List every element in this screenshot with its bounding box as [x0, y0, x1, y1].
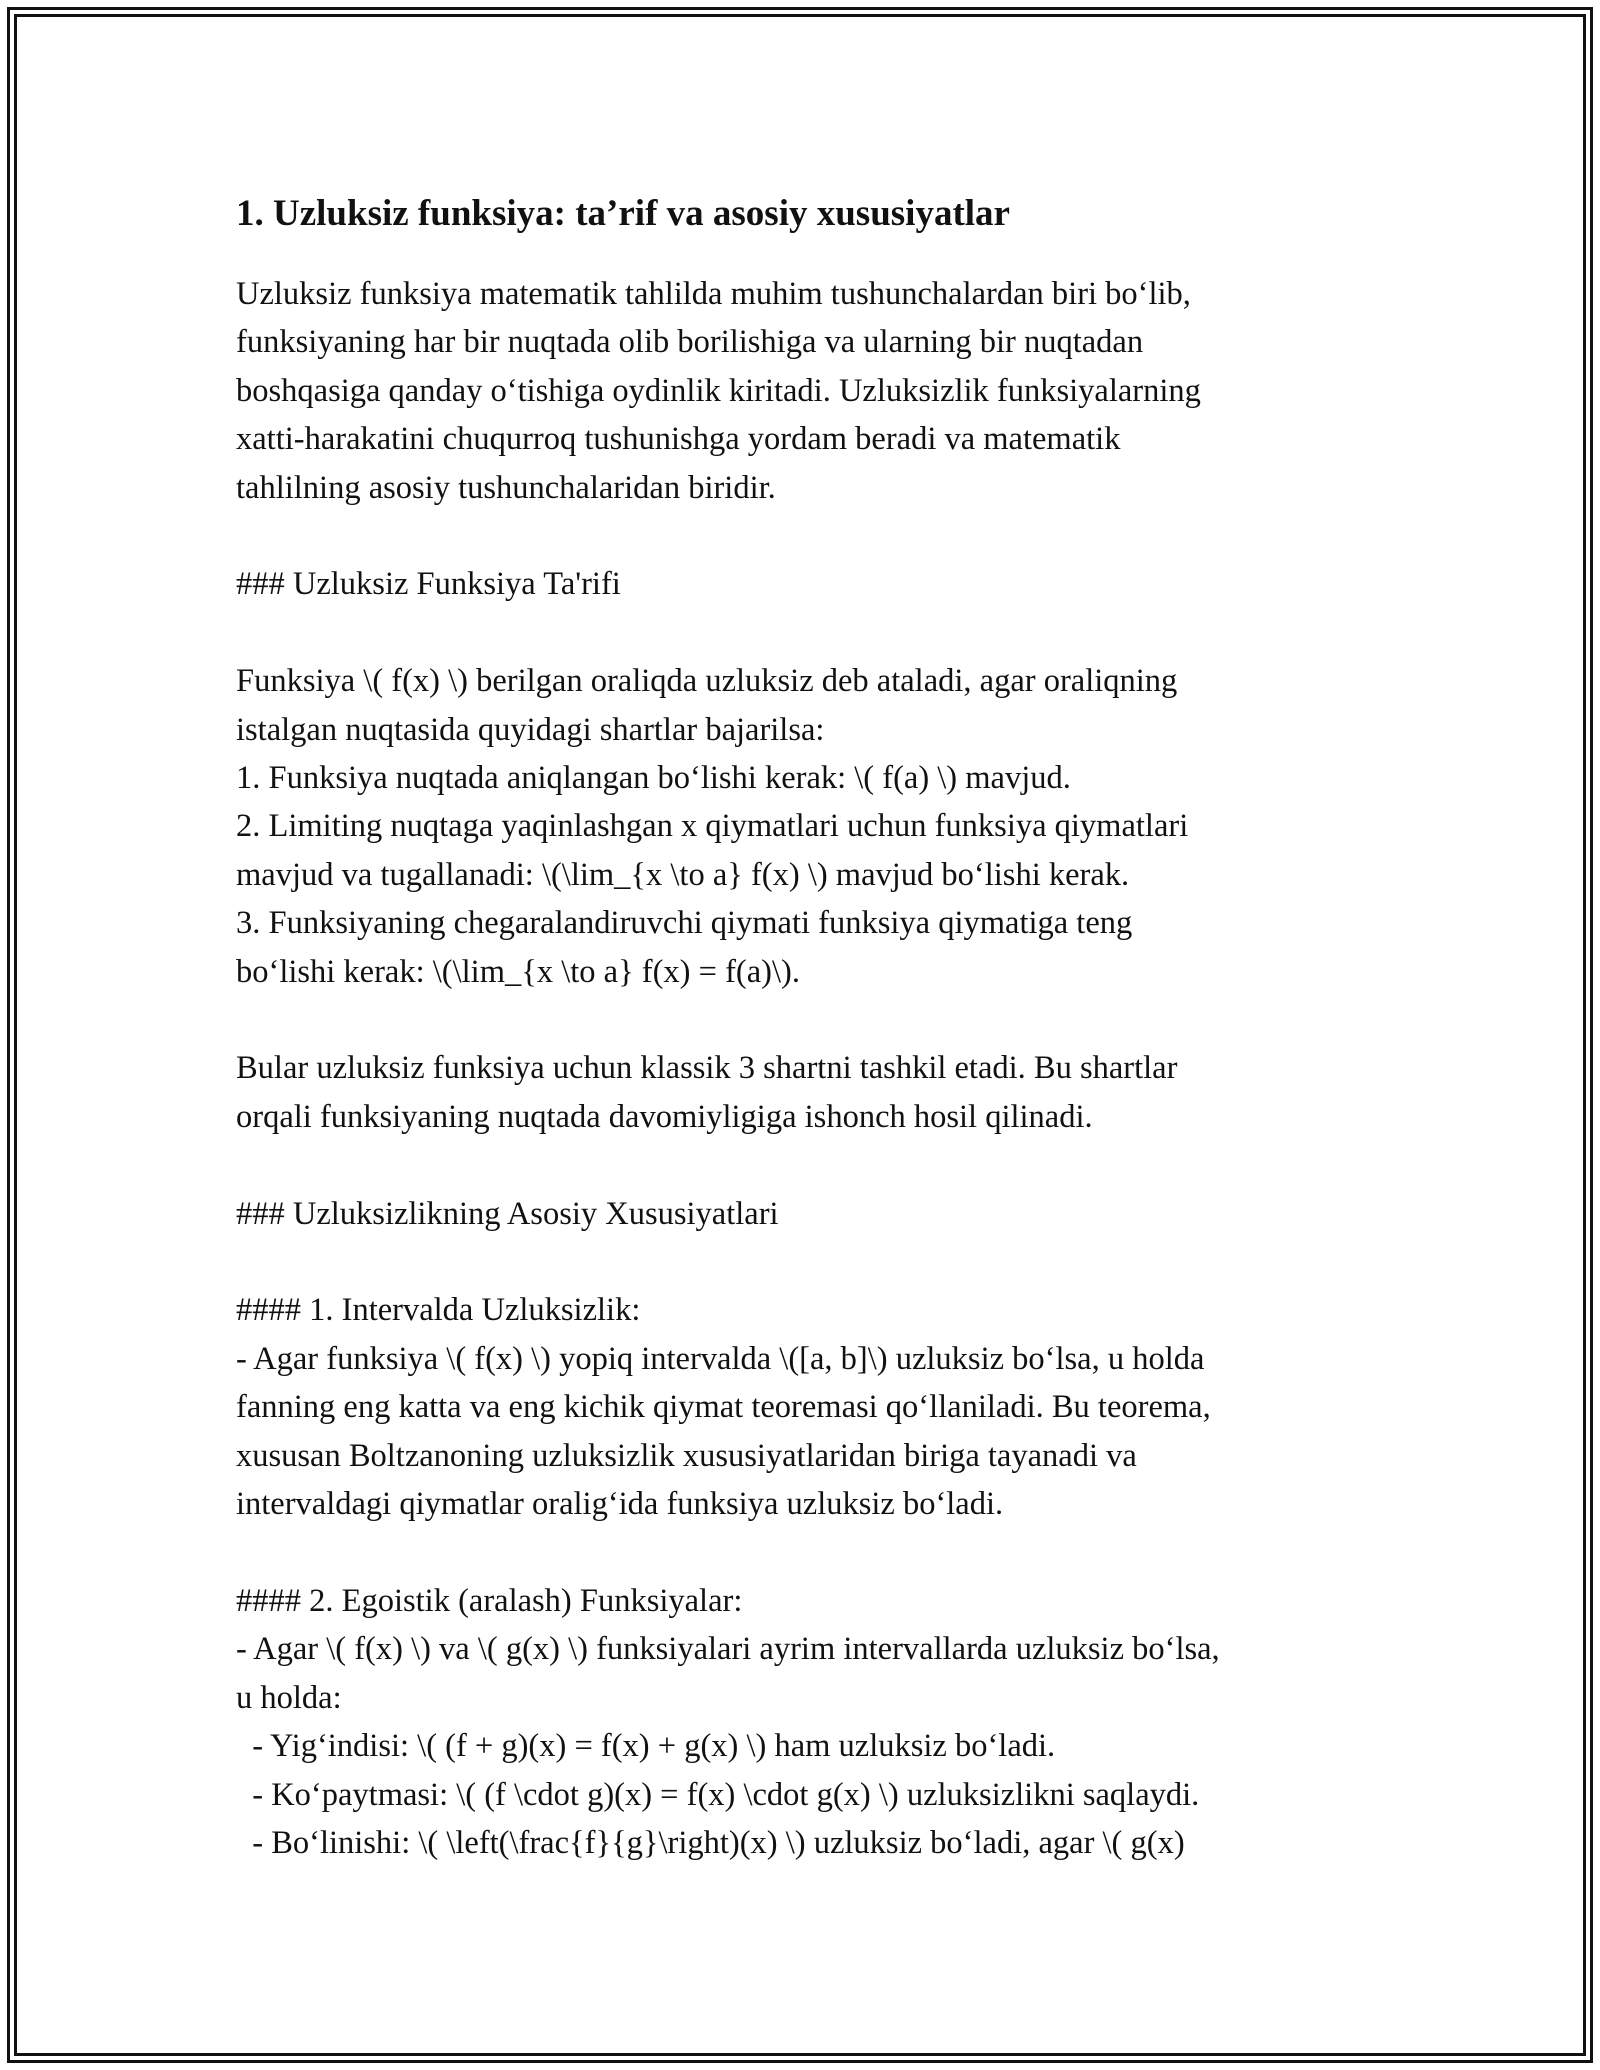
text-line: - Agar funksiya \( f(x) \) yopiq intervalda \([a, b]\) uzluksiz bo‘lsa, u holda [236, 1340, 1205, 1377]
document-title: 1. Uzluksiz funksiya: ta’rif va asosiy xususiyatlar [236, 193, 1010, 234]
text-line: - Agar \( f(x) \) va \( g(x) \) funksiyalari ayrim intervallarda uzluksiz bo‘lsa, [236, 1631, 1220, 1668]
spacer [236, 996, 1366, 1044]
text-line: orqali funksiyaning nuqtada davomiyligiga ishonch hosil qilinadi. [236, 1098, 1093, 1135]
text-line: - Bo‘linishi: \( \left(\frac{f}{g}\right)(x) \) uzluksiz bo‘ladi, agar \( g(x) [236, 1824, 1185, 1861]
text-line: fanning eng katta va eng kichik qiymat teoremasi qo‘llaniladi. Bu teorema, [236, 1389, 1211, 1426]
interval-paragraph [236, 1335, 1366, 1529]
spacer [236, 1238, 1366, 1286]
intro-paragraph [236, 270, 1366, 512]
definition-paragraph [236, 657, 1366, 996]
spacer [236, 512, 1366, 560]
text-line: intervaldagi qiymatlar oralig‘ida funksiya uzluksiz bo‘ladi. [236, 1486, 1004, 1523]
section-heading-definition: ### Uzluksiz Funksiya Ta'rifi [236, 566, 621, 603]
subsection-heading-interval: #### 1. Intervalda Uzluksizlik: [236, 1292, 641, 1329]
section-heading-properties: ### Uzluksizlikning Asosiy Xususiyatlari [236, 1195, 779, 1232]
spacer [236, 1141, 1366, 1189]
text-line: istalgan nuqtasida quyidagi shartlar bajarilsa: [236, 711, 825, 748]
text-line: bo‘lishi kerak: \(\lim_{x \to a} f(x) = f(a)\). [236, 953, 800, 990]
text-line: funksiyaning har bir nuqtada olib borilishiga va ularning bir nuqtadan [236, 324, 1144, 361]
text-line: Uzluksiz funksiya matematik tahlilda muhim tushunchalardan biri bo‘lib, [236, 276, 1191, 312]
document-page [236, 186, 1366, 1867]
text-line: mavjud va tugallanadi: \(\lim_{x \to a} f(x) \) mavjud bo‘lishi kerak. [236, 856, 1130, 893]
text-line: xatti-harakatini chuqurroq tushunishga yordam beradi va matematik [236, 421, 1121, 458]
text-line: - Yig‘indisi: \( (f + g)(x) = f(x) + g(x) \) ham uzluksiz bo‘ladi. [236, 1728, 1056, 1765]
summary-paragraph [236, 1044, 1366, 1141]
composite-paragraph [236, 1625, 1366, 1867]
text-line: 1. Funksiya nuqtada aniqlangan bo‘lishi kerak: \( f(a) \) mavjud. [236, 760, 1071, 797]
subsection-heading-composite: #### 2. Egoistik (aralash) Funksiyalar: [236, 1582, 743, 1619]
text-line: 3. Funksiyaning chegaralandiruvchi qiymati funksiya qiymatiga teng [236, 905, 1133, 942]
text-line: tahlilning asosiy tushunchalaridan biridir. [236, 469, 776, 506]
text-line: xususan Boltzanoning uzluksizlik xususiyatlaridan biriga tayanadi va [236, 1437, 1137, 1474]
text-line: Bular uzluksiz funksiya uchun klassik 3 shartni tashkil etadi. Bu shartlar [236, 1050, 1178, 1087]
text-line: Funksiya \( f(x) \) berilgan oraliqda uzluksiz deb ataladi, agar oraliqning [236, 663, 1178, 700]
text-line: u holda: [236, 1679, 342, 1716]
spacer [236, 1528, 1366, 1576]
spacer [236, 609, 1366, 657]
text-line: - Ko‘paytmasi: \( (f \cdot g)(x) = f(x) \cdot g(x) \) uzluksizlikni saqlaydi. [236, 1776, 1200, 1813]
text-line: 2. Limiting nuqtaga yaqinlashgan x qiymatlari uchun funksiya qiymatlari [236, 808, 1189, 845]
text-line: boshqasiga qanday o‘tishiga oydinlik kiritadi. Uzluksizlik funksiyalarning [236, 372, 1201, 409]
